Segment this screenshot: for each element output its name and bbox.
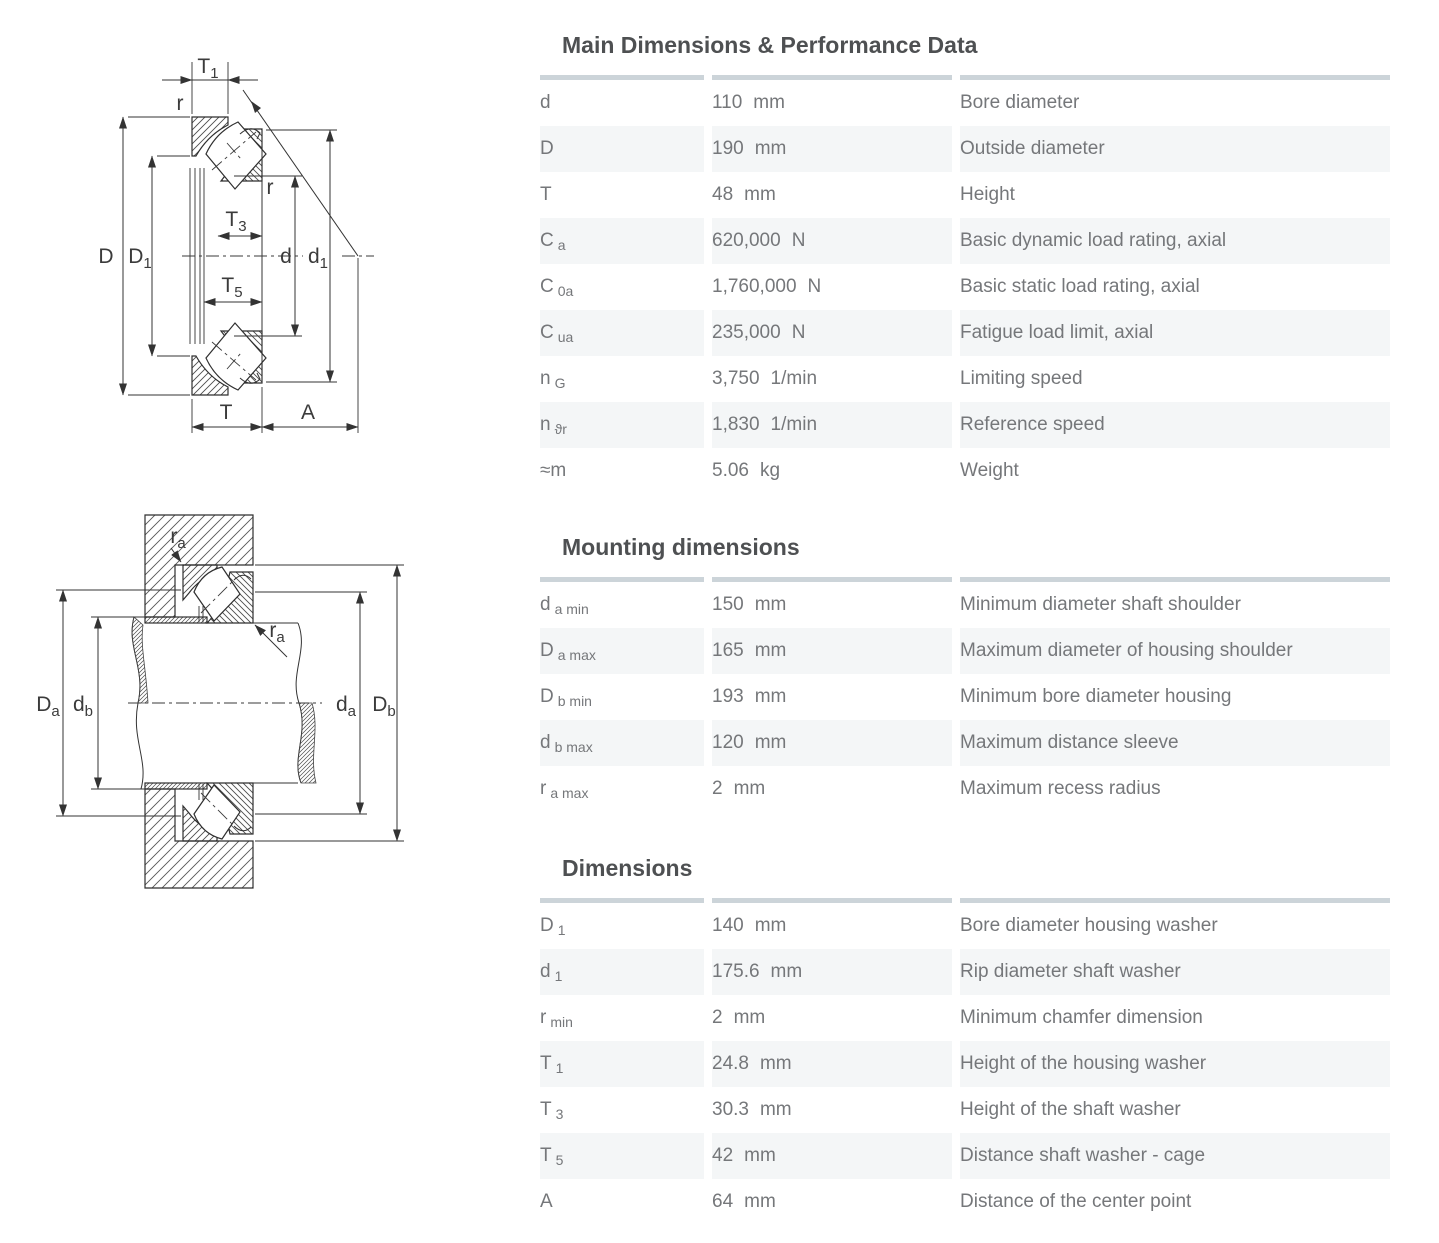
- value-number: 42: [712, 1145, 734, 1166]
- value-number: 140: [712, 915, 744, 936]
- symbol-base: d: [540, 92, 551, 113]
- spec-value: [712, 264, 952, 310]
- dim-label-r-mid: r: [266, 176, 274, 199]
- symbol-base: D: [540, 640, 554, 661]
- value-unit: mm: [770, 961, 803, 982]
- dim-label-ra-top: $r_a$: [170, 525, 186, 552]
- spec-description: Maximum diameter of housing shoulder: [960, 628, 1390, 674]
- spec-value: [712, 218, 952, 264]
- spec-table: [532, 577, 1398, 812]
- symbol-base: r: [540, 778, 547, 799]
- spec-description: Height of the shaft washer: [960, 1099, 1181, 1120]
- spec-symbol: [540, 264, 704, 310]
- symbol-base: n: [540, 414, 551, 435]
- spec-value: [712, 1179, 952, 1225]
- value-number: 120: [712, 732, 744, 753]
- value-number: 193: [712, 686, 744, 707]
- spec-value: [712, 628, 952, 674]
- spec-section: [532, 855, 1432, 1225]
- dim-label-T3: $T_3$: [225, 208, 247, 235]
- spec-description: Weight: [960, 460, 1019, 481]
- spec-symbol: [540, 577, 704, 628]
- spec-value: [712, 75, 952, 126]
- spec-symbol: [540, 218, 704, 264]
- spec-symbol: [540, 949, 704, 995]
- value-unit: 1/min: [770, 414, 818, 435]
- dim-label-T5: $T_5$: [221, 274, 243, 301]
- spec-description: Minimum bore diameter housing: [960, 686, 1232, 707]
- spec-description: Minimum diameter shaft shoulder: [960, 577, 1390, 628]
- symbol-subscript: b min: [557, 693, 592, 709]
- dim-label-db: $d_b$: [72, 693, 94, 720]
- spec-description: Distance shaft washer - cage: [960, 1133, 1390, 1179]
- spec-description: Height of the housing washer: [960, 1041, 1390, 1087]
- dim-label-Db: $D_b$: [372, 693, 396, 720]
- symbol-subscript: 1: [557, 922, 566, 938]
- dim-label-r-top: r: [176, 92, 184, 115]
- value-number: 175.6: [712, 961, 760, 982]
- dim-label-d: d: [280, 245, 292, 268]
- dim-label-d1: $d_1$: [307, 245, 329, 272]
- value-number: 2: [712, 778, 723, 799]
- spec-symbol: [540, 310, 704, 356]
- spec-description: Bore diameter housing washer: [960, 898, 1390, 949]
- spec-description: Limiting speed: [960, 368, 1083, 389]
- symbol-base: D: [540, 686, 554, 707]
- bearing-mounting-drawing: [0, 470, 525, 950]
- spec-value: [712, 1041, 952, 1087]
- value-unit: mm: [744, 184, 776, 205]
- spec-row: [540, 720, 1390, 766]
- value-unit: N: [807, 276, 822, 297]
- value-number: 165: [712, 640, 744, 661]
- value-unit: mm: [754, 640, 787, 661]
- value-number: 110: [712, 92, 743, 113]
- value-number: 30.3: [712, 1099, 749, 1120]
- section-title: Dimensions: [562, 855, 693, 881]
- spec-description: Reference speed: [960, 402, 1390, 448]
- symbol-subscript: 3: [555, 1106, 564, 1122]
- dim-label-T1: $T_1$: [197, 55, 219, 82]
- value-number: 620,000: [712, 230, 781, 251]
- value-number: 2: [712, 1007, 723, 1028]
- symbol-base: d: [540, 732, 551, 753]
- value-number: 3,750: [712, 368, 760, 389]
- value-number: 48: [712, 184, 734, 205]
- spec-row: [540, 126, 1390, 172]
- spec-description: Rip diameter shaft washer: [960, 949, 1390, 995]
- spec-row: [540, 1179, 1390, 1225]
- spec-description: Outside diameter: [960, 126, 1390, 172]
- symbol-subscript: a: [557, 237, 566, 253]
- value-unit: mm: [733, 778, 766, 799]
- symbol-subscript: a max: [557, 647, 596, 663]
- symbol-subscript: 1: [555, 1060, 564, 1076]
- spec-value: [712, 448, 952, 494]
- value-unit: mm: [754, 915, 787, 936]
- value-number: 5.06: [712, 460, 749, 481]
- symbol-base: C: [540, 276, 554, 297]
- symbol-subscript: a max: [550, 785, 589, 801]
- spec-description: Distance of the center point: [960, 1191, 1192, 1212]
- spec-row: [540, 898, 1390, 949]
- symbol-base: n: [540, 368, 551, 389]
- dim-label-A: A: [300, 401, 316, 424]
- spec-value: [712, 1133, 952, 1179]
- value-unit: mm: [754, 732, 787, 753]
- spec-description: Fatigue load limit, axial: [960, 310, 1390, 356]
- dim-label-D: D: [98, 245, 114, 268]
- spec-symbol: [540, 448, 704, 494]
- spec-row: [540, 75, 1390, 126]
- symbol-base: C: [540, 230, 554, 251]
- spec-symbol: [540, 674, 704, 720]
- spec-value: [712, 1087, 952, 1133]
- sleeve-strip-bottom: [145, 783, 207, 789]
- spec-description: Maximum distance sleeve: [960, 720, 1390, 766]
- spec-description: Minimum chamfer dimension: [960, 1007, 1203, 1028]
- symbol-subscript: G: [554, 375, 566, 391]
- symbol-subscript: 1: [554, 968, 563, 984]
- value-unit: mm: [759, 1053, 792, 1074]
- value-unit: mm: [754, 686, 787, 707]
- value-unit: 1/min: [770, 368, 818, 389]
- value-number: 190: [712, 138, 744, 159]
- value-number: 150: [712, 594, 744, 615]
- spec-symbol: [540, 75, 704, 126]
- value-number: 1,830: [712, 414, 760, 435]
- spec-symbol: [540, 1179, 704, 1225]
- spec-section: [532, 534, 1432, 812]
- value-unit: mm: [754, 594, 787, 615]
- spec-value: [712, 949, 952, 995]
- spec-symbol: [540, 126, 704, 172]
- spec-row: [540, 172, 1390, 218]
- spec-description: Bore diameter: [960, 75, 1390, 126]
- spec-symbol: [540, 402, 704, 448]
- symbol-subscript: 0a: [557, 283, 574, 299]
- dimension-db: [91, 617, 134, 789]
- bearing-cross-section-drawing: [0, 0, 525, 470]
- symbol-base: d: [540, 594, 551, 615]
- spec-symbol: [540, 1087, 704, 1133]
- spec-row: [540, 628, 1390, 674]
- spec-description: Basic dynamic load rating, axial: [960, 218, 1390, 264]
- spec-description: Basic static load rating, axial: [960, 276, 1200, 297]
- spec-value: [712, 126, 952, 172]
- symbol-subscript: a min: [554, 601, 589, 617]
- value-unit: mm: [759, 1099, 792, 1120]
- symbol-base: r: [540, 1007, 547, 1028]
- spec-row: [540, 766, 1390, 812]
- symbol-subscript: ua: [557, 329, 574, 345]
- spec-row: [540, 1133, 1390, 1179]
- section-title: Mounting dimensions: [562, 534, 800, 560]
- spec-row: [540, 448, 1390, 494]
- symbol-subscript: b max: [554, 739, 593, 755]
- value-unit: N: [791, 230, 806, 251]
- sleeve-strip-top: [145, 617, 207, 623]
- spec-row: [540, 949, 1390, 995]
- dim-label-T: T: [219, 401, 233, 424]
- value-number: 1,760,000: [712, 276, 797, 297]
- value-number: 64: [712, 1191, 734, 1212]
- spec-row: [540, 310, 1390, 356]
- section-title: Main Dimensions & Performance Data: [562, 32, 978, 58]
- spec-symbol: [540, 720, 704, 766]
- spec-table: [532, 75, 1398, 494]
- value-number: 24.8: [712, 1053, 749, 1074]
- value-number: 235,000: [712, 322, 781, 343]
- value-unit: mm: [744, 1191, 776, 1212]
- symbol-subscript: ϑr: [554, 421, 567, 437]
- spec-row: [540, 356, 1390, 402]
- symbol-base: d: [540, 961, 551, 982]
- spec-symbol: [540, 898, 704, 949]
- spec-symbol: [540, 995, 704, 1041]
- spec-value: [712, 720, 952, 766]
- spec-section: [532, 32, 1432, 494]
- symbol-base: D: [540, 915, 554, 936]
- symbol-base: T: [540, 1145, 552, 1166]
- value-unit: mm: [733, 1007, 766, 1028]
- spec-symbol: [540, 628, 704, 674]
- symbol-base: T: [540, 1053, 552, 1074]
- symbol-subscript: min: [550, 1014, 573, 1030]
- value-unit: N: [791, 322, 806, 343]
- symbol-base: ≈m: [540, 460, 567, 481]
- symbol-base: A: [540, 1191, 553, 1212]
- symbol-subscript: 5: [555, 1152, 564, 1168]
- spec-symbol: [540, 356, 704, 402]
- dim-label-D1: $D_1$: [128, 245, 152, 272]
- spec-symbol: [540, 172, 704, 218]
- symbol-base: D: [540, 138, 554, 159]
- spec-tables: [532, 0, 1432, 1225]
- spec-value: [712, 898, 952, 949]
- value-unit: mm: [754, 138, 787, 159]
- spec-table: [532, 898, 1398, 1225]
- spec-row: [540, 1041, 1390, 1087]
- spec-value: [712, 577, 952, 628]
- spec-row: [540, 674, 1390, 720]
- symbol-base: C: [540, 322, 554, 343]
- spec-value: [712, 402, 952, 448]
- spec-row: [540, 402, 1390, 448]
- spec-symbol: [540, 766, 704, 812]
- spec-row: [540, 1087, 1390, 1133]
- dim-label-da: $d_a$: [335, 693, 357, 720]
- spec-row: [540, 577, 1390, 628]
- spec-value: [712, 356, 952, 402]
- spec-value: [712, 674, 952, 720]
- spec-value: [712, 766, 952, 812]
- spec-row: [540, 995, 1390, 1041]
- symbol-base: T: [540, 184, 552, 205]
- spec-description: Height: [960, 184, 1015, 205]
- spec-description: Maximum recess radius: [960, 778, 1161, 799]
- value-unit: mm: [744, 1145, 776, 1166]
- value-unit: kg: [759, 460, 781, 481]
- spec-symbol: [540, 1041, 704, 1087]
- spec-row: [540, 218, 1390, 264]
- technical-drawings: [0, 0, 525, 1000]
- spec-symbol: [540, 1133, 704, 1179]
- symbol-base: T: [540, 1099, 552, 1120]
- dim-label-ra-mid: $r_a$: [269, 619, 285, 646]
- spec-value: [712, 995, 952, 1041]
- dim-label-Da: $D_a$: [36, 693, 60, 720]
- value-unit: mm: [753, 92, 785, 113]
- spec-value: [712, 310, 952, 356]
- spec-row: [540, 264, 1390, 310]
- spec-value: [712, 172, 952, 218]
